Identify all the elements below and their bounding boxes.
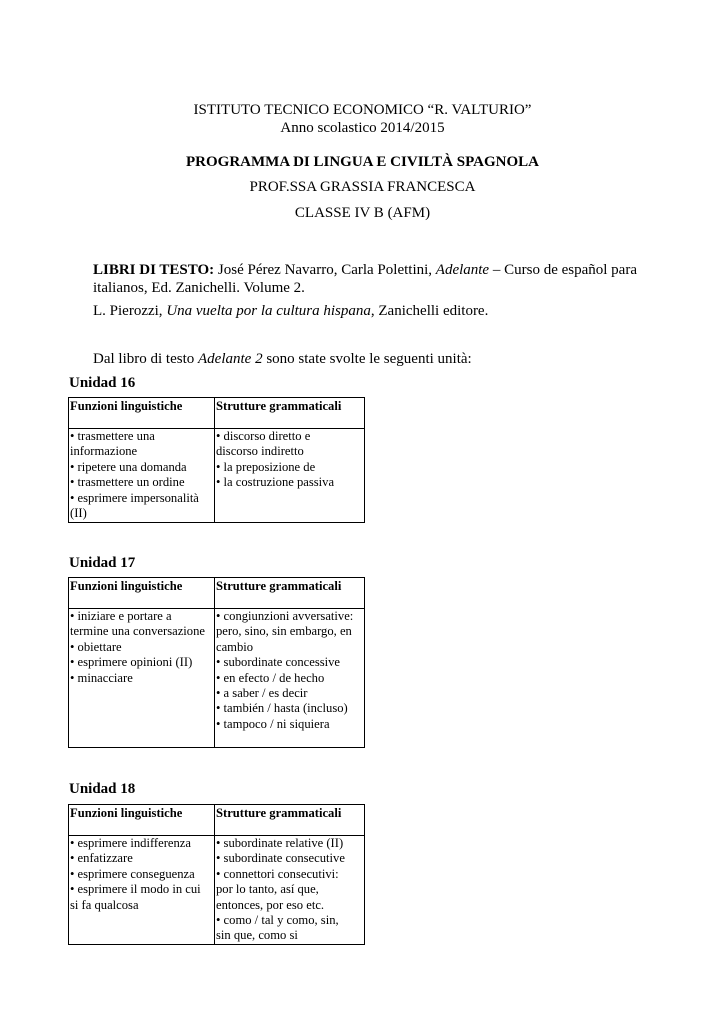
intro-book-title: Adelante 2 — [198, 351, 263, 367]
list-item: • esprimere indifferenza — [70, 836, 191, 850]
list-item: • trasmettere un ordine — [70, 475, 185, 490]
table-row — [69, 836, 365, 945]
list-item: informazione — [70, 444, 138, 459]
table-header-row — [69, 805, 365, 836]
list-item: • como / tal y como, sin, — [216, 913, 339, 928]
list-item: • esprimere opinioni (II) — [70, 655, 193, 670]
list-item: • la preposizione de — [216, 459, 316, 474]
school-name: ISTITUTO TECNICO ECONOMICO “R. VALTURIO” — [193, 102, 532, 118]
structures-header: Strutture grammaticali — [215, 578, 365, 609]
list-item: • en efecto / de hecho — [216, 670, 325, 685]
list-item: • subordinate consecutive — [216, 851, 345, 866]
list-item: • discorso diretto e — [216, 429, 311, 443]
textbooks-line-2: italianos, Ed. Zanichelli. Volume 2. — [93, 280, 305, 296]
school-year: Anno scolastico 2014/2015 — [280, 120, 445, 136]
teacher-name: PROF.SSA GRASSIA FRANCESCA — [249, 179, 476, 195]
list-item: • connettori consecutivi: — [216, 866, 339, 881]
functions-header: Funzioni linguistiche — [69, 398, 215, 429]
textbooks-label: LIBRI DI TESTO: — [93, 262, 215, 278]
list-item: • enfatizzare — [70, 851, 133, 866]
list-item: cambio — [216, 639, 254, 654]
list-item: • esprimere conseguenza — [70, 866, 195, 881]
structures-header: Strutture grammaticali — [215, 398, 365, 429]
functions-header: Funzioni linguistiche — [69, 805, 215, 836]
textbooks-authors: José Pérez Navarro, Carla Polettini, — [214, 262, 436, 278]
list-item: si fa qualcosa — [70, 897, 139, 912]
list-item: • congiunzioni avversative: — [216, 609, 354, 623]
textbook-title: Adelante — [435, 262, 490, 278]
program-title: PROGRAMMA DI LINGUA E CIVILTÀ SPAGNOLA — [186, 154, 539, 170]
unit-18-table — [68, 804, 365, 945]
list-item: (II) — [70, 506, 87, 521]
functions-cell — [69, 429, 215, 523]
unit-17-table — [68, 577, 365, 748]
textbooks-paragraph — [93, 261, 653, 297]
functions-cell — [69, 836, 215, 945]
unit-16-title: Unidad 16 — [69, 375, 136, 391]
list-item: discorso indiretto — [216, 444, 304, 459]
textbook-subtitle: – Curso de español para — [489, 262, 637, 278]
table-header-row — [69, 398, 365, 429]
intro-line — [93, 350, 653, 368]
list-item: • esprimere impersonalità — [70, 490, 199, 505]
second-book-publisher: , Zanichelli editore. — [370, 303, 489, 319]
table-header-row — [69, 578, 365, 609]
class-name: CLASSE IV B (AFM) — [294, 205, 431, 221]
list-item: • tampoco / ni siquiera — [216, 716, 330, 731]
list-item: • ripetere una domanda — [70, 459, 187, 474]
list-item: • a saber / es decir — [216, 686, 308, 701]
functions-header: Funzioni linguistiche — [69, 578, 215, 609]
list-item: entonces, por eso etc. — [216, 897, 325, 912]
list-item: termine una conversazione — [70, 624, 205, 639]
list-item: • esprimere il modo in cui — [70, 882, 201, 897]
intro-pre: Dal libro di testo — [93, 351, 198, 367]
functions-cell — [69, 609, 215, 748]
structures-cell — [215, 429, 365, 523]
textbooks-line-3 — [93, 302, 653, 320]
structures-cell — [215, 836, 365, 945]
list-item: • también / hasta (incluso) — [216, 701, 348, 716]
unit-17-title: Unidad 17 — [69, 555, 136, 571]
second-book-title: Una vuelta por la cultura hispana — [166, 303, 371, 319]
unit-18-title: Unidad 18 — [69, 781, 136, 797]
list-item: pero, sino, sin embargo, en — [216, 624, 352, 639]
table-row — [69, 429, 365, 523]
second-book-author: L. Pierozzi, — [93, 303, 167, 319]
list-item: • subordinate relative (II) — [216, 836, 344, 850]
table-row — [69, 609, 365, 748]
structures-cell — [215, 609, 365, 748]
list-item: • obiettare — [70, 639, 122, 654]
list-item: • minacciare — [70, 670, 133, 685]
list-item: por lo tanto, así que, — [216, 882, 319, 897]
list-item: • subordinate concessive — [216, 655, 341, 670]
intro-post: sono state svolte le seguenti unità: — [262, 351, 472, 367]
list-item: • iniziare e portare a — [70, 609, 172, 623]
structures-header: Strutture grammaticali — [215, 805, 365, 836]
list-item: • trasmettere una — [70, 429, 155, 443]
list-item: sin que, como si — [216, 928, 298, 943]
list-item: • la costruzione passiva — [216, 475, 335, 490]
unit-16-table — [68, 397, 365, 523]
textbooks-line-1 — [93, 261, 653, 279]
